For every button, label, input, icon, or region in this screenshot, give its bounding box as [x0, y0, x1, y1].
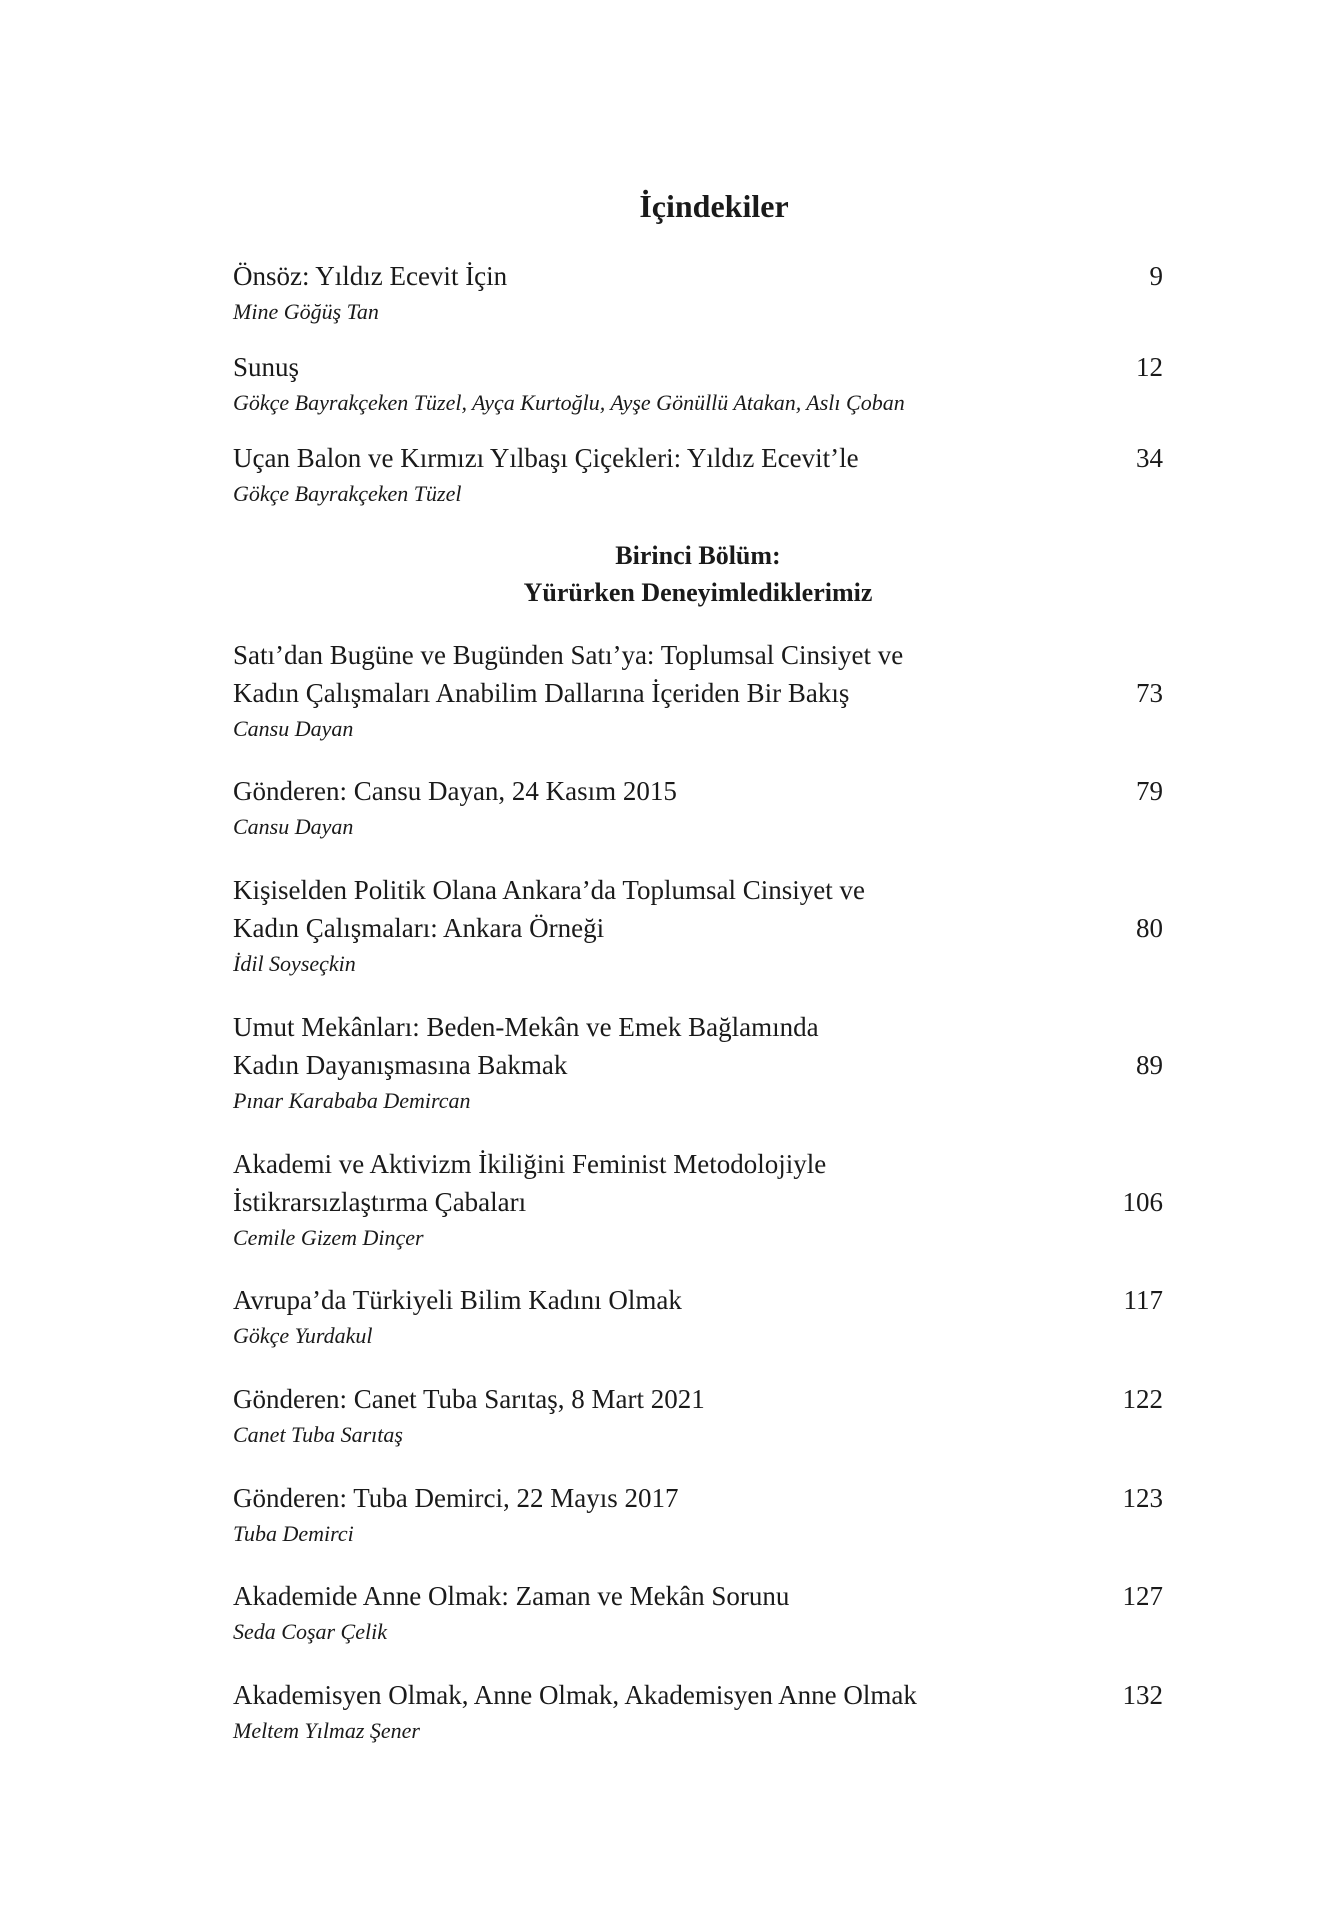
entry-title — [233, 1380, 1163, 1418]
entry-title — [233, 1676, 1163, 1714]
entry-page-number: 127 — [1122, 1581, 1163, 1611]
entry-author: Pınar Karababa Demircan — [233, 1088, 471, 1113]
section-heading-line: Birinci Bölüm: — [615, 541, 781, 570]
entry-title-line: Önsöz: Yıldız Ecevit İçin — [233, 261, 508, 291]
entry-author: Cemile Gizem Dinçer — [233, 1225, 424, 1250]
entry-author: İdil Soyseçkin — [233, 951, 356, 976]
entry-author: Cansu Dayan — [233, 814, 354, 839]
entry-title-line: Gönderen: Canet Tuba Sarıtaş, 8 Mart 2021 — [233, 1384, 705, 1414]
entry-title-line: İstikrarsızlaştırma Çabaları — [233, 1187, 527, 1217]
entry-page-number: 122 — [1122, 1384, 1163, 1414]
toc-entry — [233, 1676, 1163, 1746]
entry-author: Gökçe Bayrakçeken Tüzel, Ayça Kurtoğlu, Ayşe Gönüllü Atakan, Aslı Çoban — [233, 390, 905, 415]
toc-title: İçindekiler — [639, 188, 789, 224]
toc-entry — [233, 348, 1163, 418]
entry-page-number: 106 — [1122, 1187, 1163, 1217]
entry-page-number: 117 — [1123, 1285, 1163, 1315]
entry-title — [233, 1008, 1163, 1084]
toc-entry — [233, 1281, 1163, 1351]
entry-title-line: Avrupa’da Türkiyeli Bilim Kadını Olmak — [233, 1285, 682, 1315]
entry-author: Meltem Yılmaz Şener — [233, 1718, 420, 1743]
toc-entry — [233, 1577, 1163, 1647]
entry-page-number: 34 — [1136, 443, 1163, 473]
entry-title-line: Kadın Çalışmaları: Ankara Örneği — [233, 913, 605, 943]
entry-page-number: 123 — [1122, 1483, 1163, 1513]
entry-title-line: Akademi ve Aktivizm İkiliğini Feminist Metodolojiyle — [233, 1149, 827, 1179]
entry-title — [233, 1281, 1163, 1319]
entry-author: Seda Coşar Çelik — [233, 1619, 387, 1644]
entry-title-line: Kadın Dayanışmasına Bakmak — [233, 1050, 568, 1080]
entry-title — [233, 772, 1163, 810]
toc-entry — [233, 1008, 1163, 1116]
toc-entry — [233, 1145, 1163, 1253]
entry-page-number: 9 — [1149, 261, 1163, 291]
entry-page-number: 73 — [1136, 678, 1163, 708]
entry-page-number: 12 — [1136, 352, 1163, 382]
entry-title — [233, 1577, 1163, 1615]
entry-title — [233, 348, 1163, 386]
toc-entry — [233, 772, 1163, 842]
entry-title — [233, 257, 1163, 295]
toc-entry — [233, 439, 1163, 509]
entry-title-line: Satı’dan Bugüne ve Bugünden Satı’ya: Toplumsal Cinsiyet ve — [233, 640, 904, 670]
toc-entry — [233, 1380, 1163, 1450]
entry-author: Gökçe Yurdakul — [233, 1323, 373, 1348]
entry-title — [233, 1145, 1163, 1221]
toc-entry — [233, 636, 1163, 744]
entry-title — [233, 636, 1163, 712]
toc-entry — [233, 1479, 1163, 1549]
toc-entry — [233, 257, 1163, 327]
entry-title — [233, 1479, 1163, 1517]
entry-title — [233, 439, 1163, 477]
entry-page-number: 80 — [1136, 913, 1163, 943]
entry-author: Canet Tuba Sarıtaş — [233, 1422, 403, 1447]
entry-author: Tuba Demirci — [233, 1521, 354, 1546]
entry-title-line: Kadın Çalışmaları Anabilim Dallarına İçeriden Bir Bakış — [233, 678, 850, 708]
entry-page-number: 79 — [1136, 776, 1163, 806]
section-heading — [233, 537, 1163, 611]
entry-page-number: 89 — [1136, 1050, 1163, 1080]
entry-title-line: Kişiselden Politik Olana Ankara’da Toplumsal Cinsiyet ve — [233, 875, 866, 905]
entry-title-line: Gönderen: Cansu Dayan, 24 Kasım 2015 — [233, 776, 677, 806]
section-heading-line: Yürürken Deneyimlediklerimiz — [523, 578, 873, 607]
entry-title-line: Gönderen: Tuba Demirci, 22 Mayıs 2017 — [233, 1483, 679, 1513]
entry-title-line: Akademisyen Olmak, Anne Olmak, Akademisyen Anne Olmak — [233, 1680, 917, 1710]
entry-page-number: 132 — [1122, 1680, 1163, 1710]
entry-title — [233, 871, 1163, 947]
entry-author: Gökçe Bayrakçeken Tüzel — [233, 481, 462, 506]
entry-title-line: Sunuş — [233, 352, 300, 382]
entry-title-line: Umut Mekânları: Beden-Mekân ve Emek Bağlamında — [233, 1012, 819, 1042]
entry-title-line: Akademide Anne Olmak: Zaman ve Mekân Sorunu — [233, 1581, 790, 1611]
toc-entry — [233, 871, 1163, 979]
entry-author: Mine Göğüş Tan — [233, 299, 379, 324]
entry-author: Cansu Dayan — [233, 716, 354, 741]
entry-title-line: Uçan Balon ve Kırmızı Yılbaşı Çiçekleri: Yıldız Ecevit’le — [233, 443, 859, 473]
